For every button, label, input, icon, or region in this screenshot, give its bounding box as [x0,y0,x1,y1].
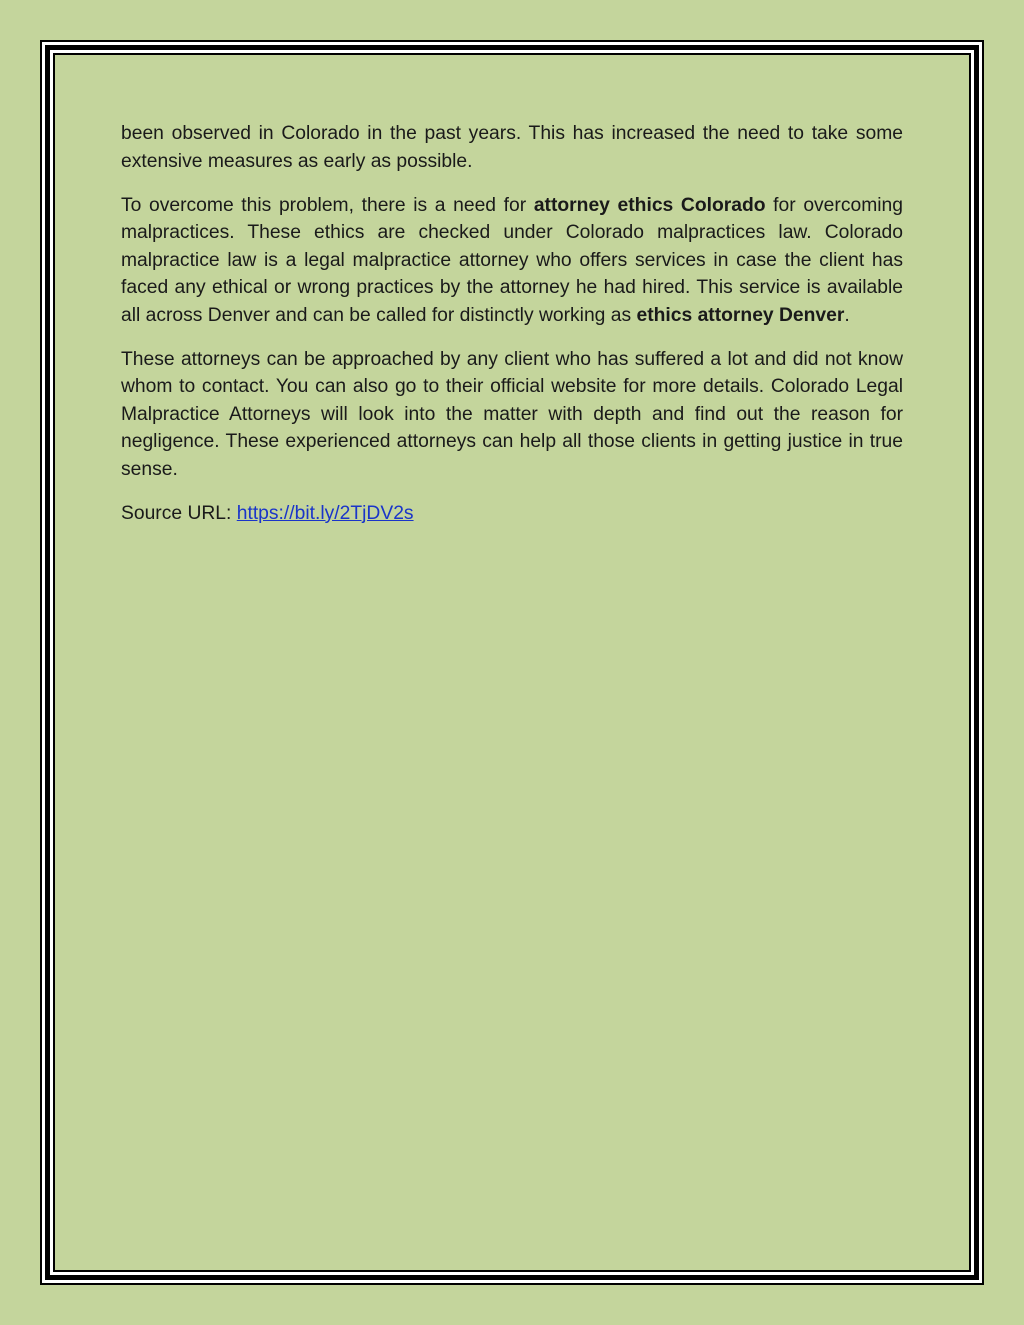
paragraph-ethics-text-middle: for overcoming malpractices. These ethics are checked under Colorado malpractices law. Colorado malpractice law is a legal malpractice attorney who offers services in case the client has faced any ethical or wrong practices by the attorney he had hired. This service is available all across Denver and can be called for distinctly working as [121,194,903,326]
paragraph-ethics [121,192,903,330]
keyword-attorney-ethics-colorado: attorney ethics Colorado [533,194,766,216]
keyword-ethics-attorney-denver: ethics attorney Denver [636,304,845,326]
document-body [121,120,903,544]
source-label: Source URL: [121,502,237,524]
paragraph-ethics-text-start: To overcome this problem, there is a need for [121,194,534,216]
paragraph-ethics-text-end: . [844,304,850,326]
source-url-link[interactable]: https://bit.ly/2TjDV2s [236,502,414,524]
paragraph-intro: been observed in Colorado in the past years. This has increased the need to take some extensive measures as early as possible. [121,123,903,172]
paragraph-approach: These attorneys can be approached by any client who has suffered a lot and did not know whom to contact. You can also go to their official website for more details. Colorado Legal Malpractice Attorneys will look into the matter with depth and find out the reason for negligence. These experienced attorneys can help all those clients in getting justice in true sense. [121,348,903,480]
source-line [121,500,903,528]
